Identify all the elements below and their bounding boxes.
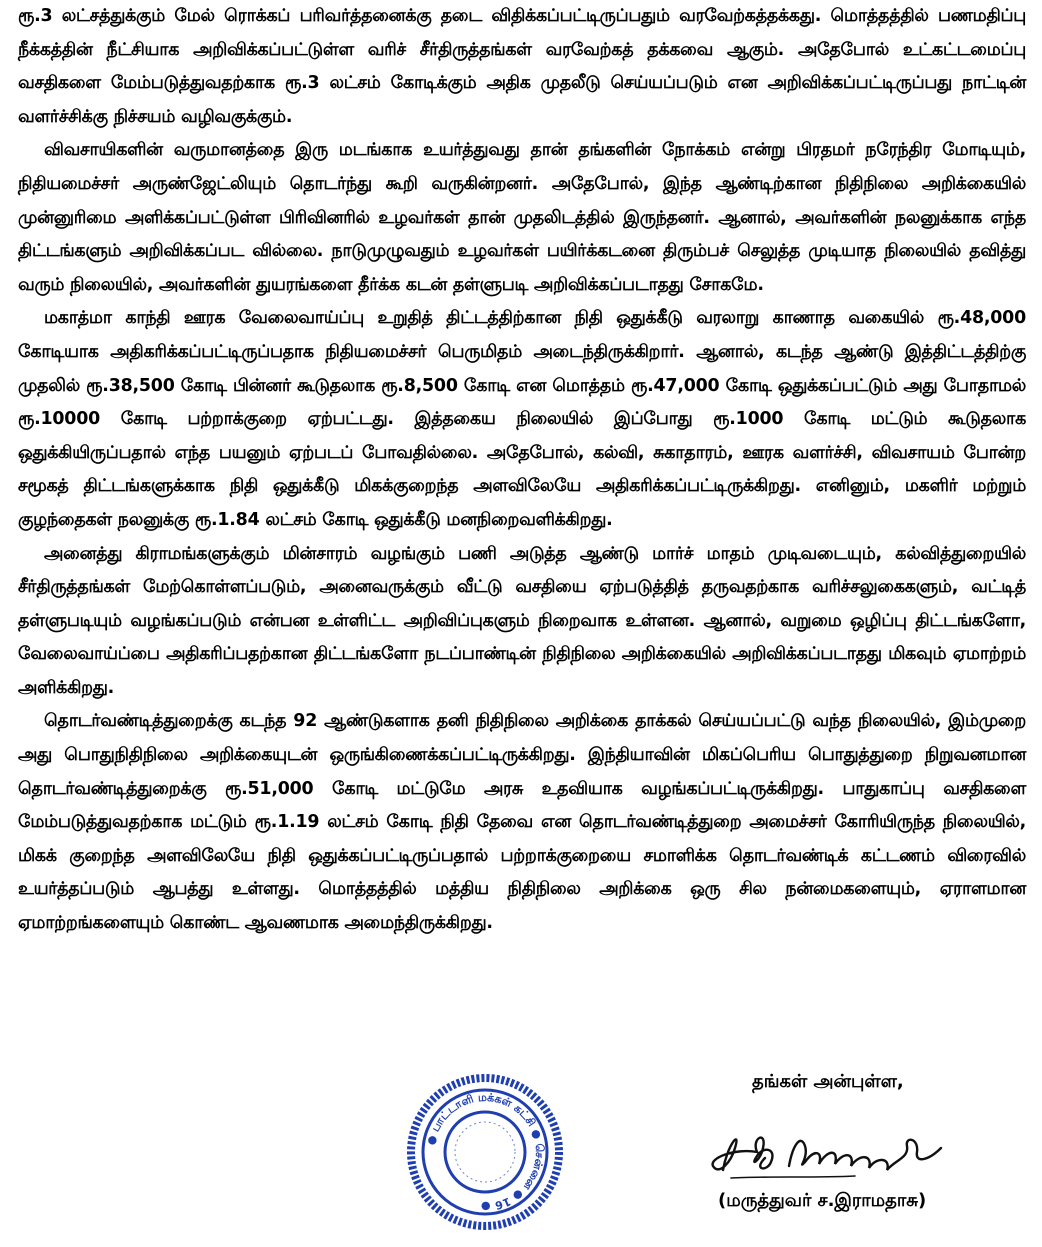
paragraph-3: மகாத்மா காந்தி ஊரக வேலைவாய்ப்பு உறுதித் திட்டத்திற்கான நிதி ஒதுக்கீடு வரலாறு காணாத வகையில் ரூ.48,000 கோடியாக அதிகரிக்கப்பட்டிருப்பதாக நிதியமைச்சர் பெருமிதம் அடைந்திருக்கிறார். ஆனால், கடந்த ஆண்டு இத்திட்டத்திற்கு முதலில் ரூ.38,500 கோடி பின்னர் கூடுதலாக ரூ.8,500 கோடி என மொத்தம் ரூ.47,000 கோடி ஒதுக்கப்பட்டும் அது போதாமல் ரூ.10000 கோடி பற்றாக்குறை ஏற்பட்டது. இத்தகைய நிலையில் இப்போது ரூ.1000 கோடி மட்டும் கூடுதலாக ஒதுக்கியிருப்பதால் எந்த பயனும் ஏற்படப் போவதில்லை. அதேபோல், கல்வி, சுகாதாரம், ஊரக வளர்ச்சி, விவசாயம் போன்ற சமூகத் திட்டங்களுக்காக நிதி ஒதுக்கீடு மிகக்குறைந்த அளவிலேயே அதிகரிக்கப்பட்டிருக்கிறது. எனினும், மகளிர் மற்றும் குழந்தைகள் நலனுக்கு ரூ.1.84 லட்சம் கோடி ஒதுக்கீடு மனநிறைவளிக்கிறது.: [18, 308, 1026, 530]
paragraph-2: விவசாயிகளின் வருமானத்தை இரு மடங்காக உயர்த்துவது தான் தங்களின் நோக்கம் என்று பிரதமர் நரேந்திர மோடியும், நிதியமைச்சர் அருண்ஜேட்லியும் தொடர்ந்து கூறி வருகின்றனர். அதேபோல், இந்த ஆண்டிற்கான நிதிநிலை அறிக்கையில் முன்னுரிமை அளிக்கப்பட்டுள்ள பிரிவினரில் உழவர்கள் தான் முதலிடத்தில் இருந்தனர். ஆனால், அவர்களின் நலனுக்காக எந்த திட்டங்களும் அறிவிக்கப்பட வில்லை. நாடுமுழுவதும் உழவர்கள் பயிர்க்கடனை திரும்பச் செலுத்த முடியாத நிலையில் தவித்து வரும் நிலையில், அவர்களின் துயரங்களை தீர்க்க கடன் தள்ளுபடி அறிவிக்கப்படாதது சோகமே.: [18, 140, 1026, 295]
paragraph-4: அனைத்து கிராமங்களுக்கும் மின்சாரம் வழங்கும் பணி அடுத்த ஆண்டு மார்ச் மாதம் முடிவடையும், கல்வித்துறையில் சீர்திருத்தங்கள் மேற்கொள்ளப்படும், அனைவருக்கும் வீட்டு வசதியை ஏற்படுத்தித் தருவதற்காக வரிச்சலுகைகளும், வட்டித் தள்ளுபடியும் வழங்கப்படும் என்பன உள்ளிட்ட அறிவிப்புகளும் நிறைவாக உள்ளன. ஆனால், வறுமை ஒழிப்பு திட்டங்களோ, வேலைவாய்ப்பை அதிகரிப்பதற்கான திட்டங்களோ நடப்பாண்டின் நிதிநிலை அறிக்கையில் அறிவிக்கப்படாதது மிகவும் ஏமாற்றம் அளிக்கிறது.: [18, 543, 1026, 698]
party-seal-stamp: [405, 1072, 565, 1232]
signatory-name: (மருத்துவர் ச.இராமதாசு): [718, 1190, 927, 1211]
paragraph-5: தொடர்வண்டித்துறைக்கு கடந்த 92 ஆண்டுகளாக தனி நிதிநிலை அறிக்கை தாக்கல் செய்யப்பட்டு வந்த நிலையில், இம்முறை அது பொதுநிதிநிலை அறிக்கையுடன் ஒருங்கிணைக்கப்பட்டிருக்கிறது. இந்தியாவின் மிகப்பெரிய பொதுத்துறை நிறுவனமான தொடர்வண்டித்துறைக்கு ரூ.51,000 கோடி மட்டுமே அரசு உதவியாக வழங்கப்பட்டிருக்கிறது. பாதுகாப்பு வசதிகளை மேம்படுத்துவதற்காக மட்டும் ரூ.1.19 லட்சம் கோடி நிதி தேவை என தொடர்வண்டித்துறை அமைச்சர் கோரியிருந்த நிலையில், மிகக் குறைந்த அளவிலேயே நிதி ஒதுக்கப்பட்டிருப்பதால் பற்றாக்குறையை சமாளிக்க தொடர்வண்டிக் கட்டணம் விரைவில் உயர்த்தப்படும் ஆபத்து உள்ளது. மொத்தத்தில் மத்திய நிதிநிலை அறிக்கை ஒரு சில நன்மைகளையும், ஏராளமான ஏமாற்றங்களையும் கொண்ட ஆவணமாக அமைந்திருக்கிறது.: [18, 711, 1026, 934]
closing-salutation: தங்கள் அன்புள்ள,: [752, 1071, 904, 1092]
paragraph-1: ரூ.3 லட்சத்துக்கும் மேல் ரொக்கப் பரிவர்த்தனைக்கு தடை விதிக்கப்பட்டிருப்பதும் வரவேற்கத்தக்கது. மொத்தத்தில் பணமதிப்பு நீக்கத்தின் நீட்சியாக அறிவிக்கப்பட்டுள்ள வரிச் சீர்திருத்தங்கள் வரவேற்கத் தக்கவை ஆகும். அதேபோல் உட்கட்டமைப்பு வசதிகளை மேம்படுத்துவதற்காக ரூ.3 லட்சம் கோடிக்கும் அதிக முதலீடு செய்யப்படும் என அறிவிக்கப்பட்டிருப்பது நாட்டின் வளர்ச்சிக்கு நிச்சயம் வழிவகுக்கும்.: [18, 6, 1026, 127]
handwritten-signature: [705, 1118, 965, 1188]
letter-body: [18, 0, 1026, 941]
svg-text:● பாட்டாளி மக்கள் கட்சி ● சென்: ● பாட்டாளி மக்கள் கட்சி ● சென்னை ● 16 ●: [424, 1090, 547, 1214]
